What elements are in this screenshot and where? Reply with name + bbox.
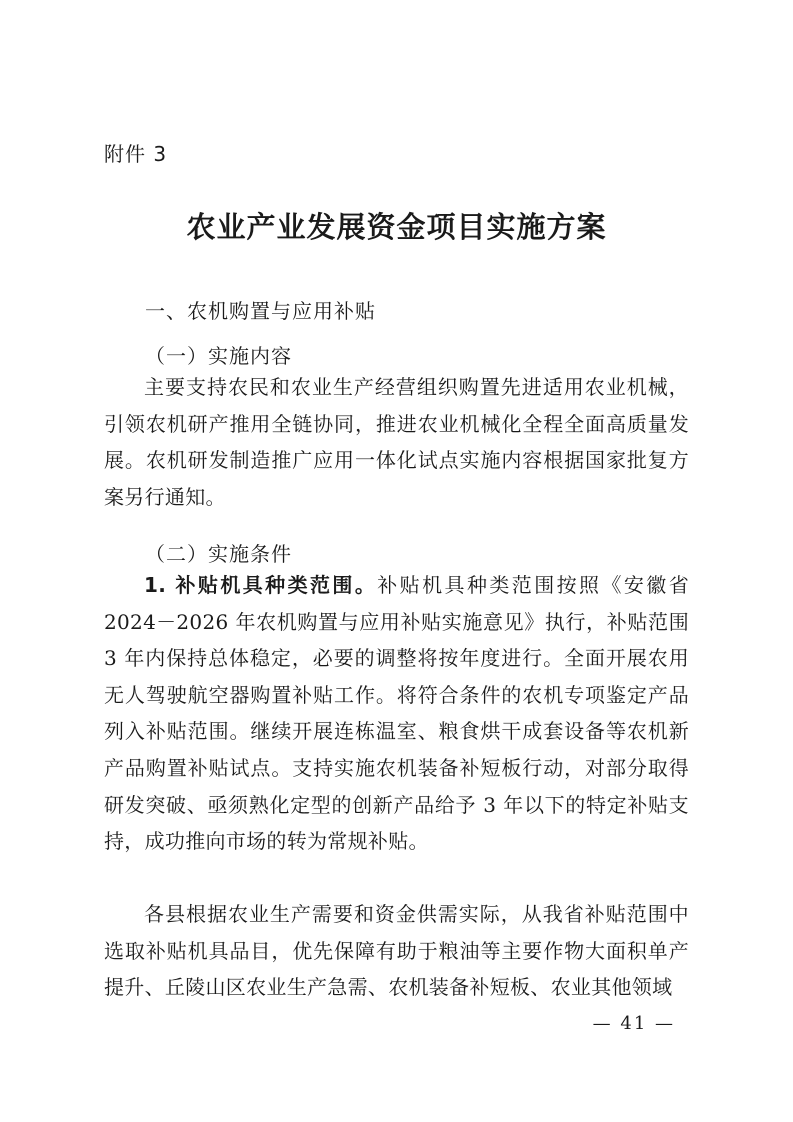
paragraph-content: 主要支持农民和农业生产经营组织购置先进适用农业机械，引领农机研产推用全链协同，推进农业机械化全程全面高质量发展。农机研发制造推广应用一体化试点实施内容根据国家批复方案另行通知。 — [104, 375, 689, 509]
paragraph-county-selection: 各县根据农业生产需要和资金供需实际，从我省补贴范围中选取补贴机具品目，优先保障有助于粮油等主要作物大面积单产提升、丘陵山区农业生产急需、农机装备补短板、农业其他领域 — [104, 902, 689, 1000]
subsection-heading-conditions: （二）实施条件 — [145, 542, 292, 566]
section-heading: 一、农机购置与应用补贴 — [145, 299, 376, 323]
page-number: — 41 — — [592, 1013, 675, 1034]
item-1-text: 补贴机具种类范围按照《安徽省 2024－2026 年农机购置与应用补贴实施意见》执行，补贴范围 3 年内保持总体稳定，必要的调整将按年度进行。全面开展农用无人驾驶航空器购置补贴工作。将符合条件的农机专项鉴定产品列入补贴范围。继续开展连栋温室、粮食烘干成套设备等农机新产品购置补贴试点。支持实施农机装备补短板行动，对部分取得研发突破、亟须熟化定型的创新产品给予 3 年以下的特定补贴支持，成功推向市场的转为常规补贴。 — [104, 573, 690, 854]
document-title: 农业产业发展资金项目实施方案 — [186, 210, 607, 244]
subsection-heading-content: （一）实施内容 — [145, 344, 292, 368]
paragraph-item-1 — [104, 567, 689, 860]
attachment-label: 附件 3 — [104, 142, 168, 166]
item-1-lead: 1. 补贴机具种类范围。 — [144, 573, 378, 597]
